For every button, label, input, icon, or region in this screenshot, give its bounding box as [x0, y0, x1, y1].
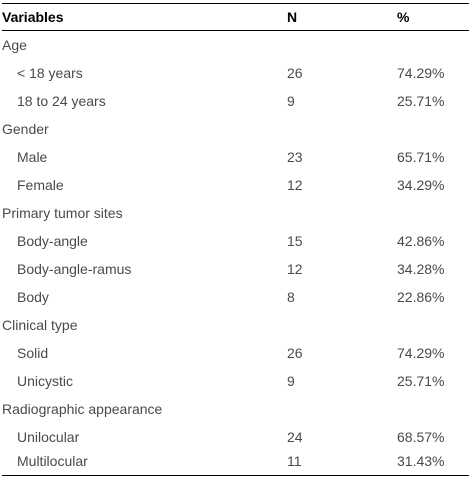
row-percent: 65.71%	[397, 149, 445, 165]
row-n: 12	[287, 177, 303, 193]
table-row	[2, 171, 469, 199]
row-percent: 74.29%	[397, 345, 445, 361]
table-row	[2, 227, 469, 255]
row-n: 24	[287, 429, 303, 445]
row-percent: 31.43%	[397, 453, 445, 469]
table-row	[2, 447, 469, 475]
row-label: Unilocular	[17, 429, 80, 445]
header-variables: Variables	[2, 9, 64, 25]
table-row	[2, 339, 469, 367]
row-percent: 68.57%	[397, 429, 445, 445]
table-row	[2, 143, 469, 171]
row-n: 15	[287, 233, 303, 249]
group-header-primary-tumor-sites	[2, 199, 469, 227]
table-row	[2, 59, 469, 87]
group-label: Radiographic appearance	[2, 401, 163, 417]
row-n: 12	[287, 261, 303, 277]
row-percent: 34.28%	[397, 261, 445, 277]
row-label: Body-angle	[17, 233, 88, 249]
row-label: Body-angle-ramus	[17, 261, 132, 277]
row-percent: 42.86%	[397, 233, 445, 249]
table-row	[2, 87, 469, 115]
row-n: 9	[287, 373, 295, 389]
row-label: < 18 years	[17, 65, 83, 81]
group-label: Primary tumor sites	[2, 205, 123, 221]
row-label: Multilocular	[17, 453, 88, 469]
row-percent: 74.29%	[397, 65, 445, 81]
row-n: 9	[287, 93, 295, 109]
row-n: 26	[287, 65, 303, 81]
table-bottom-rule	[2, 475, 469, 476]
row-label: Female	[17, 177, 64, 193]
table-row	[2, 255, 469, 283]
row-percent: 25.71%	[397, 373, 445, 389]
table-row	[2, 367, 469, 395]
group-header-radiographic-appearance	[2, 395, 469, 423]
row-label: 18 to 24 years	[17, 93, 106, 109]
group-header-clinical-type	[2, 311, 469, 339]
table-header-row	[2, 3, 469, 31]
group-header-gender	[2, 115, 469, 143]
row-n: 26	[287, 345, 303, 361]
row-percent: 25.71%	[397, 93, 445, 109]
row-label: Body	[17, 289, 49, 305]
row-label: Male	[17, 149, 48, 165]
row-label: Solid	[17, 345, 49, 361]
row-n: 11	[287, 453, 302, 469]
header-n: N	[287, 9, 298, 25]
row-n: 23	[287, 149, 303, 165]
group-label: Gender	[2, 121, 49, 137]
group-label: Age	[2, 37, 27, 53]
row-percent: 22.86%	[397, 289, 445, 305]
table-row	[2, 283, 469, 311]
group-label: Clinical type	[2, 317, 78, 333]
header-percent: %	[397, 9, 410, 25]
group-header-age	[2, 31, 469, 59]
row-label: Unicystic	[17, 373, 74, 389]
row-percent: 34.29%	[397, 177, 445, 193]
row-n: 8	[287, 289, 295, 305]
